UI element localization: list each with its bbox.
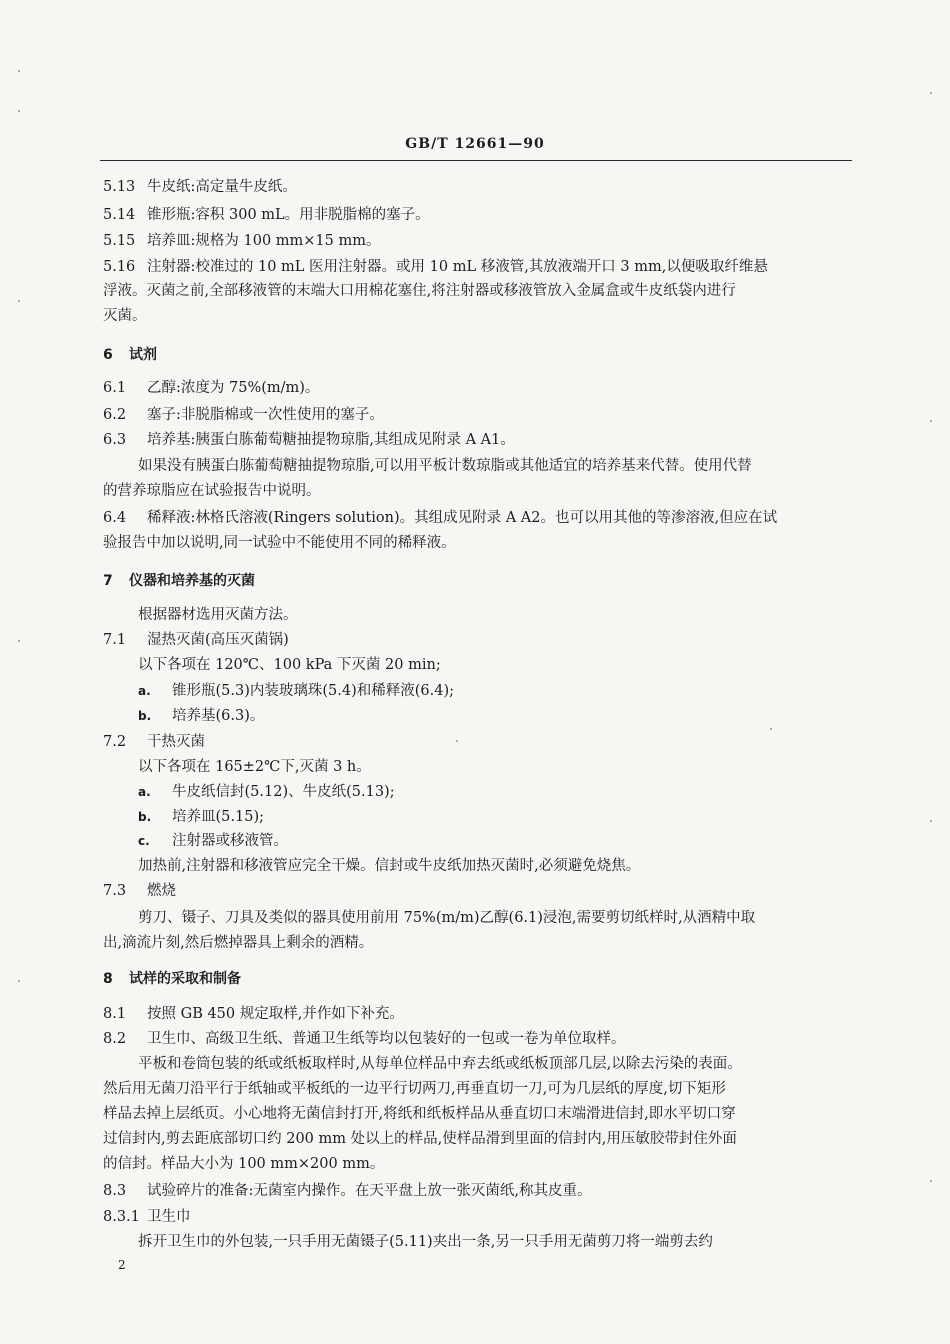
scan-speck (18, 980, 20, 982)
clause-8-2-para-4: 过信封内,剪去距底部切口约 200 mm 处以上的样品,使样品滑到里面的信封内,用压敏胶带封住外面 (103, 1131, 737, 1147)
clause-5-16: 5.16 注射器:校准过的 10 mL 医用注射器。或用 10 mL 移液管,其放液端开口 3 mm,以便吸取纤维悬 (103, 259, 768, 275)
section-8-heading: 8 试样的采取和制备 (103, 971, 241, 987)
clause-6-3-para-end: 的营养琼脂应在试验报告中说明。 (103, 483, 321, 499)
clause-5-16-end: 灭菌。 (103, 308, 147, 324)
clause-6-4-cont: 验报告中加以说明,同一试验中不能使用不同的稀释液。 (103, 535, 456, 551)
clause-7-2-item-c: c. 注射器或移液管。 (138, 833, 288, 849)
clause-7-1-item-b: b. 培养基(6.3)。 (138, 708, 265, 724)
section-6-heading: 6 试剂 (103, 347, 157, 363)
scan-speck (18, 70, 20, 72)
clause-7-2: 7.2 干热灭菌 (103, 734, 205, 750)
standard-code-header: GB/T 12661—90 (405, 136, 545, 152)
scan-speck (930, 92, 932, 94)
clause-6-1: 6.1 乙醇:浓度为 75%(m/m)。 (103, 380, 320, 396)
header-rule (100, 160, 852, 161)
scan-speck (18, 300, 20, 302)
clause-7-1-desc: 以下各项在 120℃、100 kPa 下灭菌 20 min; (138, 657, 441, 673)
clause-7-1: 7.1 湿热灭菌(高压灭菌锅) (103, 632, 289, 648)
clause-7-2-desc: 以下各项在 165±2℃下,灭菌 3 h。 (138, 759, 371, 775)
scan-speck (18, 640, 20, 642)
clause-8-2: 8.2 卫生巾、高级卫生纸、普通卫生纸等均以包装好的一包或一卷为单位取样。 (103, 1031, 626, 1047)
clause-5-15: 5.15 培养皿:规格为 100 mm×15 mm。 (103, 233, 381, 249)
section-7-intro: 根据器材选用灭菌方法。 (138, 607, 298, 623)
clause-6-4: 6.4 稀释液:林格氏溶液(Ringers solution)。其组成见附录 A A2。也可以用其他的等渗溶液,但应在试 (103, 510, 778, 526)
clause-5-16-cont: 浮液。灭菌之前,全部移液管的末端大口用棉花塞住,将注射器或移液管放入金属盒或牛皮纸袋内进行 (103, 283, 736, 299)
clause-8-3-1: 8.3.1 卫生巾 (103, 1209, 191, 1225)
clause-7-2-note: 加热前,注射器和移液管应完全干燥。信封或牛皮纸加热灭菌时,必须避免烧焦。 (138, 858, 641, 874)
clause-7-3-para: 剪刀、镊子、刀具及类似的器具使用前用 75%(m/m)乙醇(6.1)浸泡,需要剪切纸样时,从酒精中取 (138, 910, 756, 926)
clause-6-3: 6.3 培养基:胰蛋白胨葡萄糖抽提物琼脂,其组成见附录 A A1。 (103, 432, 515, 448)
section-7-heading: 7 仪器和培养基的灭菌 (103, 573, 255, 589)
clause-7-3: 7.3 燃烧 (103, 883, 176, 899)
clause-8-2-para-3: 样品去掉上层纸页。小心地将无菌信封打开,将纸和纸板样品从垂直切口末端滑进信封,即水平切口穿 (103, 1106, 736, 1122)
clause-8-2-para-2: 然后用无菌刀沿平行于纸轴或平板纸的一边平行切两刀,再垂直切一刀,可为几层纸的厚度,切下矩形 (103, 1081, 726, 1097)
scan-speck (18, 110, 20, 112)
scan-speck (456, 740, 458, 742)
clause-7-1-item-a: a. 锥形瓶(5.3)内装玻璃珠(5.4)和稀释液(6.4); (138, 683, 455, 699)
clause-6-3-para: 如果没有胰蛋白胨葡萄糖抽提物琼脂,可以用平板计数琼脂或其他适宜的培养基来代替。使用代替 (138, 458, 752, 474)
clause-8-1: 8.1 按照 GB 450 规定取样,并作如下补充。 (103, 1006, 404, 1022)
clause-5-13: 5.13 牛皮纸:高定量牛皮纸。 (103, 179, 297, 195)
scan-speck (930, 420, 932, 422)
clause-7-3-para-end: 出,滴流片刻,然后燃掉器具上剩余的酒精。 (103, 935, 374, 951)
clause-6-2: 6.2 塞子:非脱脂棉或一次性使用的塞子。 (103, 407, 384, 423)
clause-8-2-para-1: 平板和卷筒包装的纸或纸板取样时,从每单位样品中弃去纸或纸板顶部几层,以除去污染的表面。 (138, 1056, 742, 1072)
scan-speck (930, 1180, 932, 1182)
scan-speck (930, 820, 932, 822)
clause-5-14: 5.14 锥形瓶:容积 300 mL。用非脱脂棉的塞子。 (103, 207, 430, 223)
clause-8-2-para-5: 的信封。样品大小为 100 mm×200 mm。 (103, 1156, 385, 1172)
clause-8-3-1-para: 拆开卫生巾的外包装,一只手用无菌镊子(5.11)夹出一条,另一只手用无菌剪刀将一端剪去约 (138, 1234, 713, 1250)
clause-7-2-item-b: b. 培养皿(5.15); (138, 809, 264, 825)
page-number: 2 (118, 1258, 126, 1272)
clause-8-3: 8.3 试验碎片的准备:无菌室内操作。在天平盘上放一张灭菌纸,称其皮重。 (103, 1183, 592, 1199)
scan-speck (770, 728, 772, 730)
clause-7-2-item-a: a. 牛皮纸信封(5.12)、牛皮纸(5.13); (138, 784, 395, 800)
